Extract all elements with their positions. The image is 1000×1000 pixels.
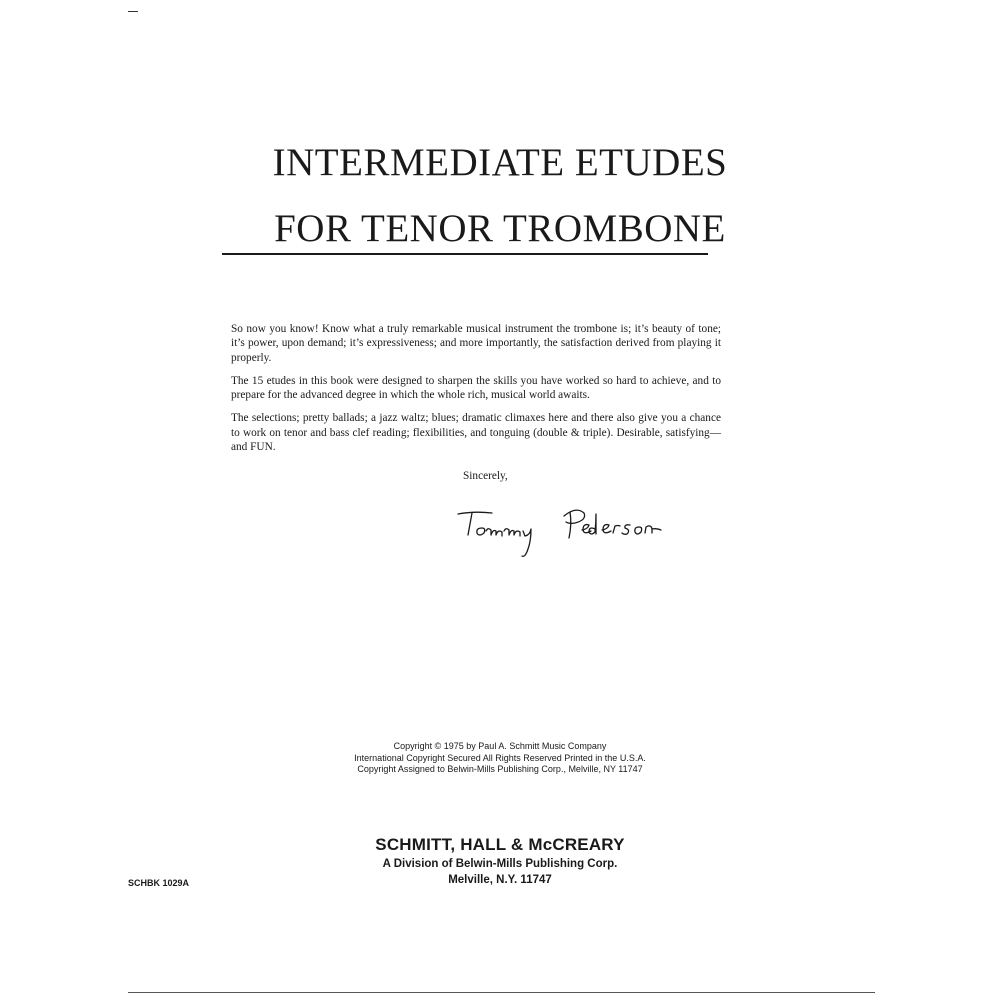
handwritten-signature	[452, 498, 697, 563]
copyright-line-1: Copyright © 1975 by Paul A. Schmitt Music Company	[393, 741, 607, 751]
title-underline	[222, 253, 708, 255]
publisher-division: A Division of Belwin-Mills Publishing Corp.	[382, 858, 618, 870]
foreword-paragraph-1: So now you know! Know what a truly remarkable musical instrument the trombone is; it’s beauty of tone; it’s power, upon demand; it’s expressiveness; and more importantly, the satisfaction derived from playing it properly.	[231, 323, 721, 364]
foreword-text	[231, 322, 721, 463]
copyright-notice	[300, 741, 700, 776]
publisher-location: Melville, N.Y. 11747	[448, 873, 552, 886]
publisher-name: SCHMITT, HALL & McCREARY	[375, 835, 625, 854]
copyright-line-3: Copyright Assigned to Belwin-Mills Publishing Corp., Melville, NY 11747	[357, 764, 643, 775]
closing-salutation: Sincerely,	[463, 470, 508, 482]
publisher-block	[250, 833, 750, 888]
title-line-2: FOR TENOR TROMBONE	[274, 207, 726, 250]
catalog-number: SCHBK 1029A	[128, 878, 190, 888]
foreword-paragraph-2: The 15 etudes in this book were designed to sharpen the skills you have worked so hard to achieve, and to prepare for the advanced degree in which the whole rich, musical world awaits.	[231, 374, 721, 402]
corner-mark	[128, 11, 138, 12]
foreword-paragraph-3: The selections; pretty ballads; a jazz waltz; blues; dramatic climaxes here and there also give you a chance to work on tenor and bass clef reading; flexibilities, and tonguing (double & triple). Desirable, satisfying—and FUN.	[231, 412, 721, 454]
title-line-1: INTERMEDIATE ETUDES	[272, 141, 728, 184]
copyright-line-2: International Copyright Secured All Rights Reserved Printed in the U.S.A.	[354, 752, 646, 763]
page-title	[0, 130, 1000, 262]
page-bottom-rule	[128, 992, 875, 993]
